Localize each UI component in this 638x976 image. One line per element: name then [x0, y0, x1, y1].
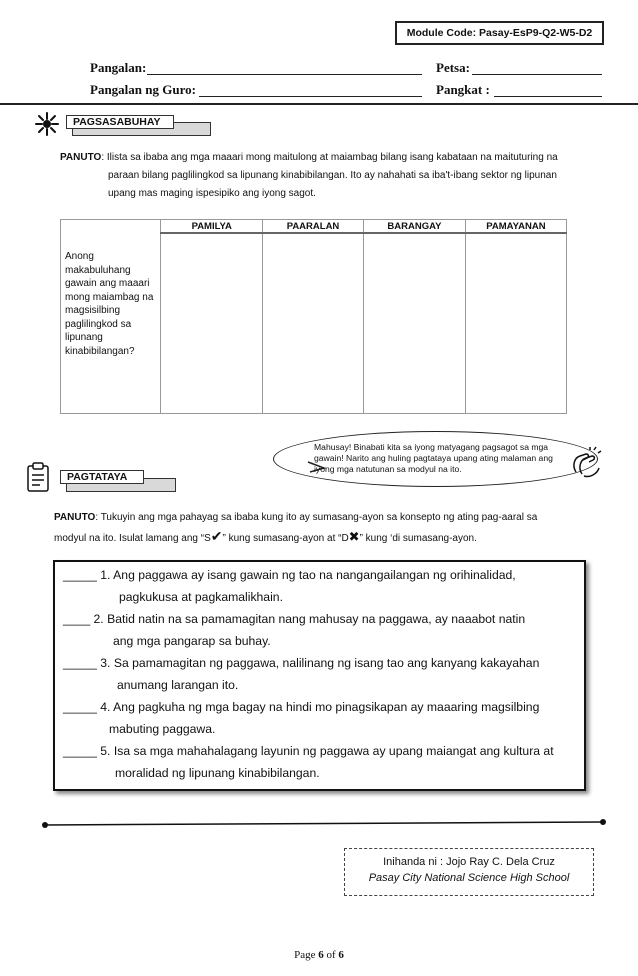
prepared-by: Inihanda ni : Jojo Ray C. Dela Cruz: [383, 856, 555, 868]
teacher-label: Pangalan ng Guro:: [90, 82, 196, 97]
group-field[interactable]: [494, 96, 602, 97]
question-text-cont: pagkukusa at pagkamalikhain.: [119, 590, 283, 604]
panuto2-text-2c: ” kung ‘di sumasang-ayon.: [359, 533, 477, 544]
question-number: 4.: [100, 700, 111, 714]
question-text: Batid natin na sa pamamagitan nang mahusay na paggawa, ay naaabot natin: [107, 612, 526, 626]
module-code: Module Code: Pasay-EsP9-Q2-W5-D2: [406, 27, 593, 39]
question-item: [63, 564, 579, 608]
question-text-cont: anumang larangan ito.: [117, 678, 239, 692]
answer-blank[interactable]: _____: [63, 568, 97, 582]
question-item: [63, 652, 579, 696]
panuto2-label: PANUTO: [54, 512, 96, 523]
row-label-text: Anong makabuluhang gawain ang maaari mong maiambag na magsisilbing paglilingkod sa lipunang kinabibilangan?: [65, 251, 154, 357]
question-number: 1.: [100, 568, 111, 582]
question-text: Ang paggawa ay isang gawain ng tao na nangangailangan ng orihinalidad,: [113, 568, 516, 582]
section2-title: PAGTATAYA: [60, 470, 144, 484]
page-prefix: Page: [294, 949, 319, 961]
x-icon: ✖: [348, 529, 360, 544]
bottom-divider: [40, 817, 610, 835]
answer-blank[interactable]: _____: [63, 744, 97, 758]
question-list: [63, 564, 579, 784]
question-item: [63, 696, 579, 740]
question-text-cont: mabuting paggawa.: [109, 722, 216, 736]
question-number: 3.: [100, 656, 111, 670]
question-item: [63, 740, 579, 784]
section1-title: PAGSASABUHAY: [66, 115, 174, 129]
prepared-by-box: [344, 848, 594, 896]
question-text: Isa sa mga mahahalagang layunin ng paggawa ay upang maiangat ang kultura at: [113, 744, 554, 758]
question-text-cont: ang mga pangarap sa buhay.: [113, 634, 271, 648]
encouragement-bubble: [273, 431, 598, 487]
bubble-text: Mahusay! Binabati kita sa iyong matyagang pagsagot sa mga gawain! Narito ang huling pagtataya upang ating malaman ang iyong mga natutunan sa modyul na ito.: [314, 442, 553, 474]
name-field[interactable]: [147, 74, 422, 75]
question-text: Ang pagkuha ng mga bagay na hindi mo pinagsikapan ay maaaring magsilbing: [113, 700, 540, 714]
questions-box: [53, 560, 586, 791]
answer-blank[interactable]: _____: [63, 700, 97, 714]
panuto2-text-2a: modyul na ito. Isulat lamang ang “S: [54, 533, 211, 544]
col-pamayanan: PAMAYANAN: [465, 220, 566, 234]
answer-cell-barangay[interactable]: [363, 233, 465, 414]
page-total: 6: [338, 949, 344, 961]
col-pamilya: PAMILYA: [161, 220, 263, 234]
module-code-box: [395, 21, 604, 45]
col-barangay: BARANGAY: [363, 220, 465, 234]
clipboard-icon: [25, 461, 51, 493]
question-item: [63, 608, 579, 652]
page-footer: [0, 949, 638, 961]
question-number: 2.: [93, 612, 104, 626]
answer-cell-pamilya[interactable]: [161, 233, 263, 414]
col-paaralan: PAARALAN: [263, 220, 364, 234]
teacher-field[interactable]: [199, 96, 422, 97]
question-text-cont: moralidad ng lipunang kinabibilangan.: [115, 766, 320, 780]
sun-icon: [34, 111, 60, 137]
answer-blank[interactable]: _____: [63, 656, 97, 670]
school-name: Pasay City National Science High School: [368, 872, 570, 884]
panuto-label: PANUTO: [60, 152, 102, 163]
name-label: Pangalan:: [90, 60, 147, 75]
section2-instructions: [54, 508, 594, 548]
clapping-hands-icon: [570, 446, 604, 480]
section1-instructions: [60, 149, 600, 203]
header-rule: [0, 103, 638, 105]
check-icon: ✔: [210, 528, 223, 544]
panuto-text-3: upang mas maging ispesipiko ang iyong sagot.: [108, 188, 316, 199]
question-text: Sa pamamagitan ng paggawa, nalilinang ng isang tao ang kanyang kakayahan: [113, 656, 540, 670]
row-label: [61, 220, 161, 414]
page-middle: of: [323, 949, 339, 961]
group-label: Pangkat :: [436, 82, 490, 97]
answer-cell-paaralan[interactable]: [263, 233, 364, 414]
panuto-text-2: paraan bilang paglilingkod sa lipunang kinabibilangan. Ito ay nahahati sa iba't-ibang sektor ng lipunan: [108, 170, 557, 181]
page-current: 6: [318, 949, 324, 961]
answer-blank[interactable]: ____: [63, 612, 91, 626]
question-number: 5.: [100, 744, 111, 758]
date-field[interactable]: [472, 74, 602, 75]
panuto2-text-2b: ” kung sumasang-ayon at “D: [222, 533, 349, 544]
panuto-text-1: : Ilista sa ibaba ang mga maaari mong maitulong at maiambag bilang isang kabataan na maituturing na: [101, 152, 558, 163]
date-label: Petsa:: [436, 60, 470, 75]
answer-cell-pamayanan[interactable]: [465, 233, 566, 414]
panuto2-text-1: : Tukuyin ang mga pahayag sa ibaba kung ito ay sumasang-ayon sa konsepto ng ating pag-aaral sa: [95, 512, 538, 523]
sector-table: [60, 219, 567, 414]
